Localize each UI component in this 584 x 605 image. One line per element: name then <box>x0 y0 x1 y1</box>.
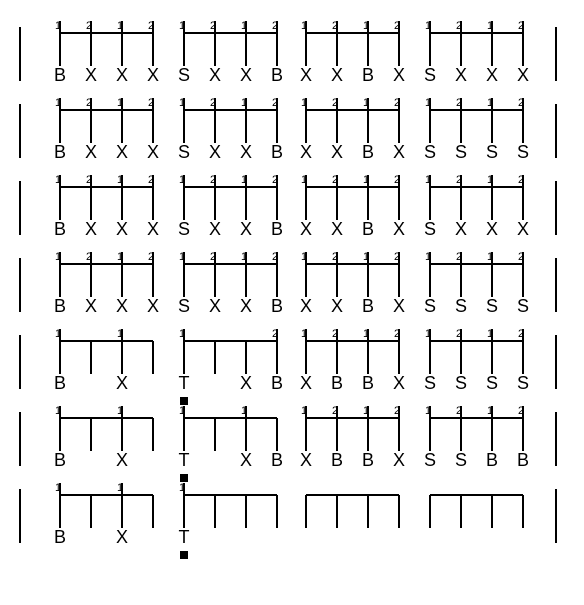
note-symbol: S <box>516 373 530 393</box>
hand-number: 2 <box>517 20 525 32</box>
note-symbol: X <box>516 65 530 85</box>
hand-number: 1 <box>240 251 248 263</box>
hand-number: 2 <box>517 97 525 109</box>
hand-number: 1 <box>300 251 308 263</box>
note-symbol: X <box>115 142 129 162</box>
hand-number: 2 <box>517 174 525 186</box>
hand-number: 1 <box>178 251 186 263</box>
hand-number: 2 <box>455 251 463 263</box>
note-symbol: X <box>392 142 406 162</box>
hand-number: 2 <box>517 328 525 340</box>
hand-number: 1 <box>486 251 494 263</box>
hand-number: 1 <box>424 405 432 417</box>
hand-number: 1 <box>486 405 494 417</box>
hand-number: 1 <box>116 405 124 417</box>
note-symbol: X <box>299 296 313 316</box>
note-symbol: X <box>146 296 160 316</box>
note-symbol: S <box>423 296 437 316</box>
note-symbol: X <box>84 65 98 85</box>
hand-number: 2 <box>85 251 93 263</box>
hand-number: 1 <box>178 174 186 186</box>
hand-number: 2 <box>331 405 339 417</box>
hand-number: 2 <box>209 174 217 186</box>
hand-number: 2 <box>331 251 339 263</box>
note-symbol: X <box>115 219 129 239</box>
note-symbol: X <box>208 142 222 162</box>
hand-number: 2 <box>455 97 463 109</box>
note-symbol: X <box>239 219 253 239</box>
note-symbol: B <box>270 450 284 470</box>
hand-number: 2 <box>85 174 93 186</box>
note-symbol: B <box>270 373 284 393</box>
note-symbol: X <box>146 219 160 239</box>
note-symbol: X <box>330 65 344 85</box>
hand-number: 1 <box>54 174 62 186</box>
hand-number: 1 <box>240 20 248 32</box>
note-symbol: X <box>485 219 499 239</box>
note-symbol: X <box>485 65 499 85</box>
note-symbol: S <box>454 142 468 162</box>
note-symbol: X <box>299 450 313 470</box>
note-symbol: X <box>516 219 530 239</box>
hand-number: 2 <box>331 97 339 109</box>
note-symbol: X <box>330 142 344 162</box>
hand-number: 2 <box>517 405 525 417</box>
hand-number: 1 <box>240 97 248 109</box>
hand-number: 2 <box>393 174 401 186</box>
note-symbol: S <box>516 296 530 316</box>
hand-number: 1 <box>424 328 432 340</box>
note-symbol: X <box>115 527 129 547</box>
note-symbol: X <box>454 65 468 85</box>
hand-number: 1 <box>178 97 186 109</box>
hand-number: 1 <box>116 97 124 109</box>
hand-number: 1 <box>178 405 186 417</box>
hand-number: 2 <box>209 20 217 32</box>
hand-number: 2 <box>393 328 401 340</box>
hand-number: 2 <box>331 328 339 340</box>
hand-number: 2 <box>517 251 525 263</box>
hand-number: 1 <box>116 174 124 186</box>
hand-number: 2 <box>331 174 339 186</box>
hand-number: 1 <box>424 20 432 32</box>
hand-number: 2 <box>209 251 217 263</box>
hand-number: 1 <box>178 482 186 494</box>
note-symbol: X <box>239 450 253 470</box>
hand-number: 2 <box>147 20 155 32</box>
note-symbol: S <box>423 142 437 162</box>
note-symbol: X <box>392 373 406 393</box>
note-symbol: S <box>485 373 499 393</box>
note-symbol: B <box>53 373 67 393</box>
hand-number: 1 <box>424 97 432 109</box>
hand-number: 1 <box>54 251 62 263</box>
note-symbol: X <box>299 142 313 162</box>
hand-number: 1 <box>116 251 124 263</box>
hand-number: 1 <box>54 97 62 109</box>
note-symbol: S <box>177 219 191 239</box>
note-symbol: X <box>454 219 468 239</box>
hand-number: 2 <box>85 20 93 32</box>
hand-number: 2 <box>455 405 463 417</box>
note-symbol: S <box>454 296 468 316</box>
hand-number: 1 <box>362 405 370 417</box>
hand-number: 1 <box>178 328 186 340</box>
note-symbol: B <box>361 142 375 162</box>
hand-number: 2 <box>85 97 93 109</box>
hand-number: 2 <box>393 251 401 263</box>
note-symbol: X <box>146 142 160 162</box>
note-symbol: B <box>361 296 375 316</box>
note-symbol: B <box>270 142 284 162</box>
hand-number: 1 <box>486 328 494 340</box>
note-symbol: S <box>485 296 499 316</box>
note-symbol: T <box>178 373 190 393</box>
note-symbol: S <box>423 450 437 470</box>
hand-number: 1 <box>178 20 186 32</box>
note-symbol: X <box>239 296 253 316</box>
note-symbol: B <box>516 450 530 470</box>
hand-number: 1 <box>54 328 62 340</box>
note-symbol: X <box>299 219 313 239</box>
accent-square-icon <box>180 551 188 559</box>
hand-number: 1 <box>300 20 308 32</box>
hand-number: 2 <box>271 328 279 340</box>
hand-number: 1 <box>300 174 308 186</box>
hand-number: 2 <box>271 20 279 32</box>
note-symbol: X <box>392 219 406 239</box>
hand-number: 2 <box>147 97 155 109</box>
note-symbol: B <box>485 450 499 470</box>
hand-number: 1 <box>240 174 248 186</box>
note-symbol: X <box>115 450 129 470</box>
note-symbol: X <box>115 373 129 393</box>
hand-number: 1 <box>116 20 124 32</box>
note-symbol: X <box>299 65 313 85</box>
hand-number: 1 <box>54 482 62 494</box>
hand-number: 2 <box>455 328 463 340</box>
note-symbol: S <box>454 450 468 470</box>
hand-number: 2 <box>147 251 155 263</box>
hand-number: 1 <box>486 97 494 109</box>
hand-number: 1 <box>362 20 370 32</box>
note-symbol: X <box>208 219 222 239</box>
note-symbol: S <box>423 65 437 85</box>
hand-number: 2 <box>455 174 463 186</box>
note-symbol: X <box>392 450 406 470</box>
hand-number: 2 <box>271 174 279 186</box>
hand-number: 2 <box>271 251 279 263</box>
note-symbol: X <box>330 296 344 316</box>
note-symbol: B <box>53 142 67 162</box>
note-symbol: B <box>53 450 67 470</box>
hand-number: 2 <box>271 97 279 109</box>
hand-number: 1 <box>300 405 308 417</box>
note-symbol: S <box>516 142 530 162</box>
note-symbol: X <box>239 142 253 162</box>
note-symbol: S <box>485 142 499 162</box>
note-symbol: X <box>239 65 253 85</box>
accent-square-icon <box>180 397 188 405</box>
hand-number: 1 <box>300 97 308 109</box>
note-symbol: B <box>53 296 67 316</box>
note-symbol: X <box>84 142 98 162</box>
hand-number: 1 <box>300 328 308 340</box>
note-symbol: X <box>146 65 160 85</box>
note-symbol: B <box>53 65 67 85</box>
note-symbol: X <box>392 296 406 316</box>
hand-number: 1 <box>116 482 124 494</box>
note-symbol: X <box>208 65 222 85</box>
hand-number: 2 <box>393 20 401 32</box>
note-symbol: T <box>178 450 190 470</box>
note-symbol: S <box>177 65 191 85</box>
hand-number: 1 <box>362 251 370 263</box>
note-symbol: X <box>239 373 253 393</box>
note-symbol: B <box>361 373 375 393</box>
note-symbol: B <box>330 373 344 393</box>
note-symbol: B <box>361 219 375 239</box>
note-symbol: X <box>84 296 98 316</box>
note-symbol: B <box>361 65 375 85</box>
note-symbol: X <box>392 65 406 85</box>
hand-number: 2 <box>331 20 339 32</box>
note-symbol: X <box>115 65 129 85</box>
hand-number: 2 <box>455 20 463 32</box>
note-symbol: T <box>178 527 190 547</box>
note-symbol: S <box>177 142 191 162</box>
hand-number: 2 <box>209 97 217 109</box>
note-symbol: X <box>115 296 129 316</box>
hand-number: 2 <box>393 405 401 417</box>
note-symbol: B <box>361 450 375 470</box>
note-symbol: B <box>270 219 284 239</box>
hand-number: 1 <box>424 174 432 186</box>
note-symbol: S <box>454 373 468 393</box>
hand-number: 1 <box>54 20 62 32</box>
hand-number: 1 <box>362 97 370 109</box>
hand-number: 1 <box>116 328 124 340</box>
note-symbol: X <box>208 296 222 316</box>
note-symbol: B <box>270 296 284 316</box>
hand-number: 1 <box>362 328 370 340</box>
note-symbol: S <box>423 219 437 239</box>
note-symbol: S <box>177 296 191 316</box>
hand-number: 2 <box>393 97 401 109</box>
note-symbol: B <box>270 65 284 85</box>
hand-number: 1 <box>486 174 494 186</box>
note-symbol: B <box>330 450 344 470</box>
hand-number: 1 <box>240 405 248 417</box>
note-symbol: X <box>330 219 344 239</box>
note-symbol: B <box>53 219 67 239</box>
note-symbol: B <box>53 527 67 547</box>
note-symbol: X <box>299 373 313 393</box>
hand-number: 1 <box>362 174 370 186</box>
hand-number: 1 <box>486 20 494 32</box>
hand-number: 2 <box>147 174 155 186</box>
note-symbol: X <box>84 219 98 239</box>
note-symbol: S <box>423 373 437 393</box>
accent-square-icon <box>180 474 188 482</box>
hand-number: 1 <box>424 251 432 263</box>
hand-number: 1 <box>54 405 62 417</box>
